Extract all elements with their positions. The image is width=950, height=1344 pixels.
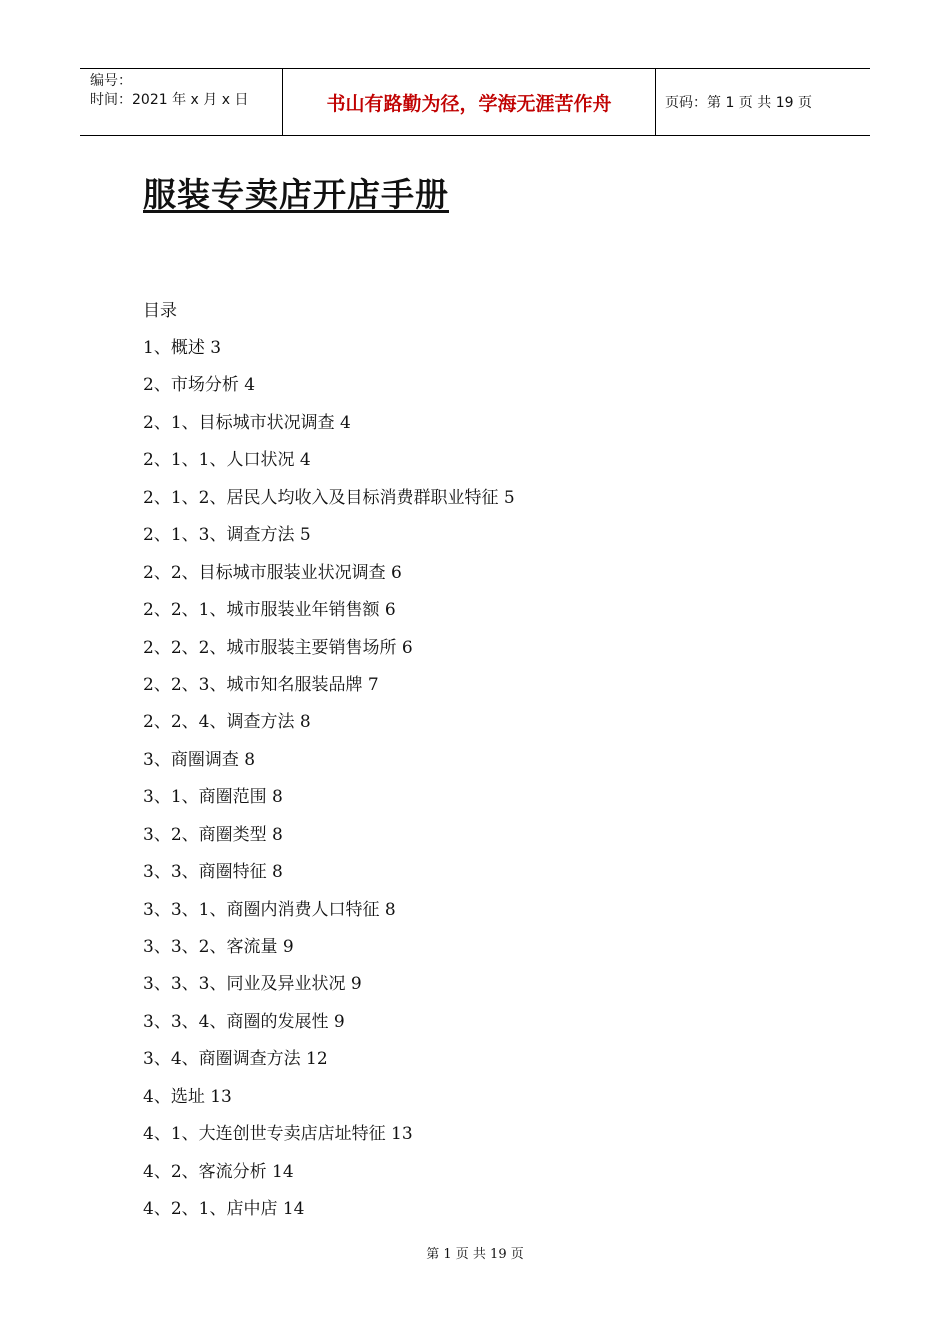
toc-item[interactable]: 2、2、1、城市服装业年销售额 6: [143, 600, 396, 621]
document-date-label: 时间：2021 年 x 月 x 日: [90, 92, 249, 108]
document-number-label: 编号：: [90, 73, 132, 89]
toc-item[interactable]: 3、3、4、商圈的发展性 9: [143, 1011, 345, 1032]
toc-heading: 目录: [143, 301, 177, 321]
toc-item[interactable]: 2、1、1、人口状况 4: [143, 450, 311, 471]
toc-item[interactable]: 1、概述 3: [143, 338, 222, 358]
toc-item[interactable]: 3、商圈调查 8: [143, 749, 256, 770]
toc-item[interactable]: 2、2、2、城市服装主要销售场所 6: [143, 637, 413, 658]
toc-item[interactable]: 3、3、3、同业及异业状况 9: [143, 974, 362, 995]
toc-item[interactable]: 2、1、3、调查方法 5: [143, 525, 311, 546]
toc-item[interactable]: 4、选址 13: [143, 1086, 232, 1107]
toc-item[interactable]: 3、1、商圈范围 8: [143, 787, 283, 808]
toc-item[interactable]: 3、2、商圈类型 8: [143, 824, 283, 845]
table-of-contents: [143, 333, 515, 1232]
toc-item[interactable]: 2、市场分析 4: [143, 375, 256, 396]
toc-item[interactable]: 3、3、2、客流量 9: [143, 937, 294, 957]
toc-item[interactable]: 2、2、4、调查方法 8: [143, 712, 311, 733]
toc-item[interactable]: 3、3、1、商圈内消费人口特征 8: [143, 899, 396, 920]
toc-item[interactable]: 2、1、2、居民人均收入及目标消费群职业特征 5: [143, 487, 515, 508]
toc-item[interactable]: 4、2、客流分析 14: [143, 1161, 294, 1182]
header-page-info: 页码：第 1 页 共 19 页: [665, 95, 812, 111]
toc-item[interactable]: 2、2、3、城市知名服装品牌 7: [143, 674, 379, 695]
header-motto: 书山有路勤为径，学海无涯苦作舟: [282, 69, 656, 135]
header-meta: [80, 69, 282, 135]
toc-item[interactable]: 3、4、商圈调查方法 12: [143, 1049, 328, 1070]
page-header: [80, 68, 870, 136]
toc-item[interactable]: 4、1、大连创世专卖店店址特征 13: [143, 1124, 413, 1145]
document-title: 服装专卖店开店手册: [143, 175, 449, 214]
toc-item[interactable]: 2、2、目标城市服装业状况调查 6: [143, 562, 402, 583]
page-footer: 第 1 页 共 19 页: [426, 1247, 524, 1262]
toc-item[interactable]: 4、2、1、店中店 14: [143, 1199, 305, 1220]
toc-item[interactable]: 2、1、目标城市状况调查 4: [143, 412, 351, 433]
toc-item[interactable]: 3、3、商圈特征 8: [143, 862, 283, 883]
